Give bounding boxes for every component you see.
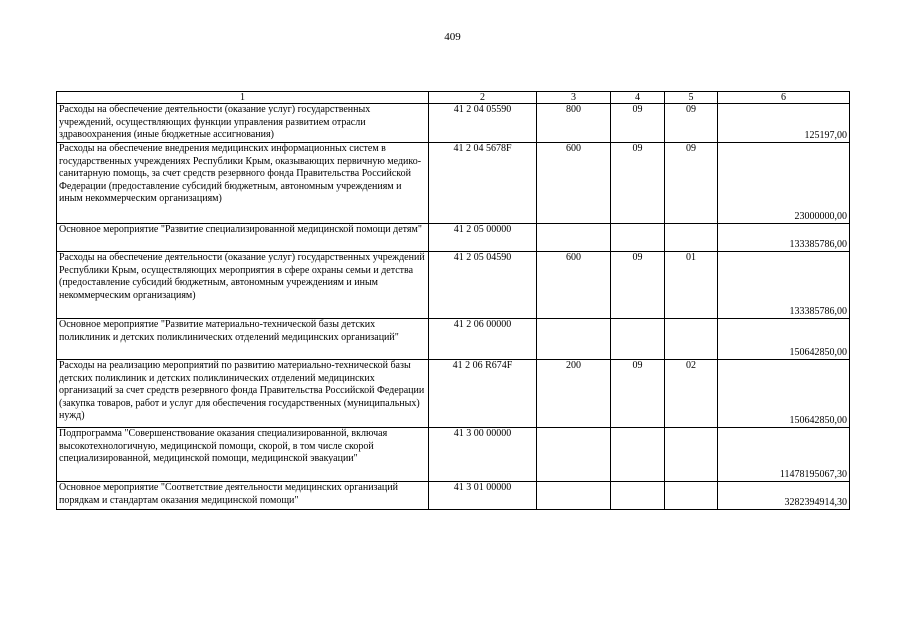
column-header: 1 <box>57 92 429 104</box>
column-header: 4 <box>611 92 665 104</box>
row-subsection <box>665 428 718 482</box>
row-name: Расходы на обеспечение деятельности (оказание услуг) государственных учреждений Республики Крым, осуществляющих мероприятия в сфере охраны семьи и детства (предоставление субсидий бюджетным, автономным учреждениям и иным некоммерческим организациям) <box>57 252 429 319</box>
row-sum: 133385786,00 <box>718 252 850 319</box>
row-name: Основное мероприятие "Развитие материально-технической базы детских поликлиник и детских поликлинических отделений медицинских организаций" <box>57 319 429 360</box>
row-subsection: 01 <box>665 252 718 319</box>
row-expense-type: 600 <box>537 252 611 319</box>
row-name: Основное мероприятие "Соответствие деятельности медицинских организаций порядкам и стандартам оказания медицинской помощи" <box>57 482 429 510</box>
row-expense-type <box>537 319 611 360</box>
column-header: 5 <box>665 92 718 104</box>
row-sum: 3282394914,30 <box>718 482 850 510</box>
row-sum: 23000000,00 <box>718 143 850 224</box>
row-name: Расходы на обеспечение деятельности (оказание услуг) государственных учреждений, осуществляющих функции управления развитием отрасли здравоохранения (иные бюджетные ассигнования) <box>57 104 429 143</box>
row-code: 41 3 00 00000 <box>429 428 537 482</box>
row-expense-type: 200 <box>537 360 611 428</box>
row-section: 09 <box>611 143 665 224</box>
row-code: 41 2 05 00000 <box>429 224 537 252</box>
row-code: 41 2 05 04590 <box>429 252 537 319</box>
budget-table <box>56 91 850 510</box>
table-row <box>57 428 850 482</box>
row-name: Основное мероприятие "Развитие специализированной медицинской помощи детям" <box>57 224 429 252</box>
column-header: 6 <box>718 92 850 104</box>
row-sum: 133385786,00 <box>718 224 850 252</box>
row-code: 41 2 06 R674F <box>429 360 537 428</box>
page-number: 409 <box>444 31 461 43</box>
row-code: 41 2 04 5678F <box>429 143 537 224</box>
row-sum: 125197,00 <box>718 104 850 143</box>
row-expense-type: 800 <box>537 104 611 143</box>
table-row <box>57 252 850 319</box>
row-sum: 11478195067,30 <box>718 428 850 482</box>
row-name: Расходы на реализацию мероприятий по развитию материально-технической базы детских поликлиник и детских поликлинических отделений медицинских организаций за счет средств резервного фонда Правительства Российской Федерации (закупка товаров, работ и услуг для обеспечения государственных (муниципальных) нужд) <box>57 360 429 428</box>
row-section <box>611 482 665 510</box>
row-section <box>611 428 665 482</box>
row-expense-type: 600 <box>537 143 611 224</box>
table-row <box>57 104 850 143</box>
row-section <box>611 319 665 360</box>
row-section: 09 <box>611 252 665 319</box>
column-header: 3 <box>537 92 611 104</box>
table-row <box>57 143 850 224</box>
row-subsection <box>665 319 718 360</box>
row-code: 41 2 04 05590 <box>429 104 537 143</box>
row-sum: 150642850,00 <box>718 319 850 360</box>
row-expense-type <box>537 428 611 482</box>
row-code: 41 3 01 00000 <box>429 482 537 510</box>
row-code: 41 2 06 00000 <box>429 319 537 360</box>
table-header-row <box>57 92 850 104</box>
row-subsection <box>665 224 718 252</box>
row-section: 09 <box>611 360 665 428</box>
row-expense-type <box>537 224 611 252</box>
row-section: 09 <box>611 104 665 143</box>
row-section <box>611 224 665 252</box>
row-sum: 150642850,00 <box>718 360 850 428</box>
row-name: Подпрограмма "Совершенствование оказания специализированной, включая высокотехнологичную, медицинской помощи, скорой, в том числе скорой специализированной, медицинской помощи, медицинской эвакуации" <box>57 428 429 482</box>
row-subsection <box>665 482 718 510</box>
table-row <box>57 360 850 428</box>
row-subsection: 02 <box>665 360 718 428</box>
row-subsection: 09 <box>665 104 718 143</box>
table-row <box>57 482 850 510</box>
table-row <box>57 319 850 360</box>
row-name: Расходы на обеспечение внедрения медицинских информационных систем в государственных учреждениях Республики Крым, оказывающих первичную медико-санитарную помощь, за счет средств резервного фонда Правительства Российской Федерации (предоставление субсидий бюджетным, автономным учреждениям и иным некоммерческим организациям) <box>57 143 429 224</box>
column-header: 2 <box>429 92 537 104</box>
table-row <box>57 224 850 252</box>
row-expense-type <box>537 482 611 510</box>
row-subsection: 09 <box>665 143 718 224</box>
